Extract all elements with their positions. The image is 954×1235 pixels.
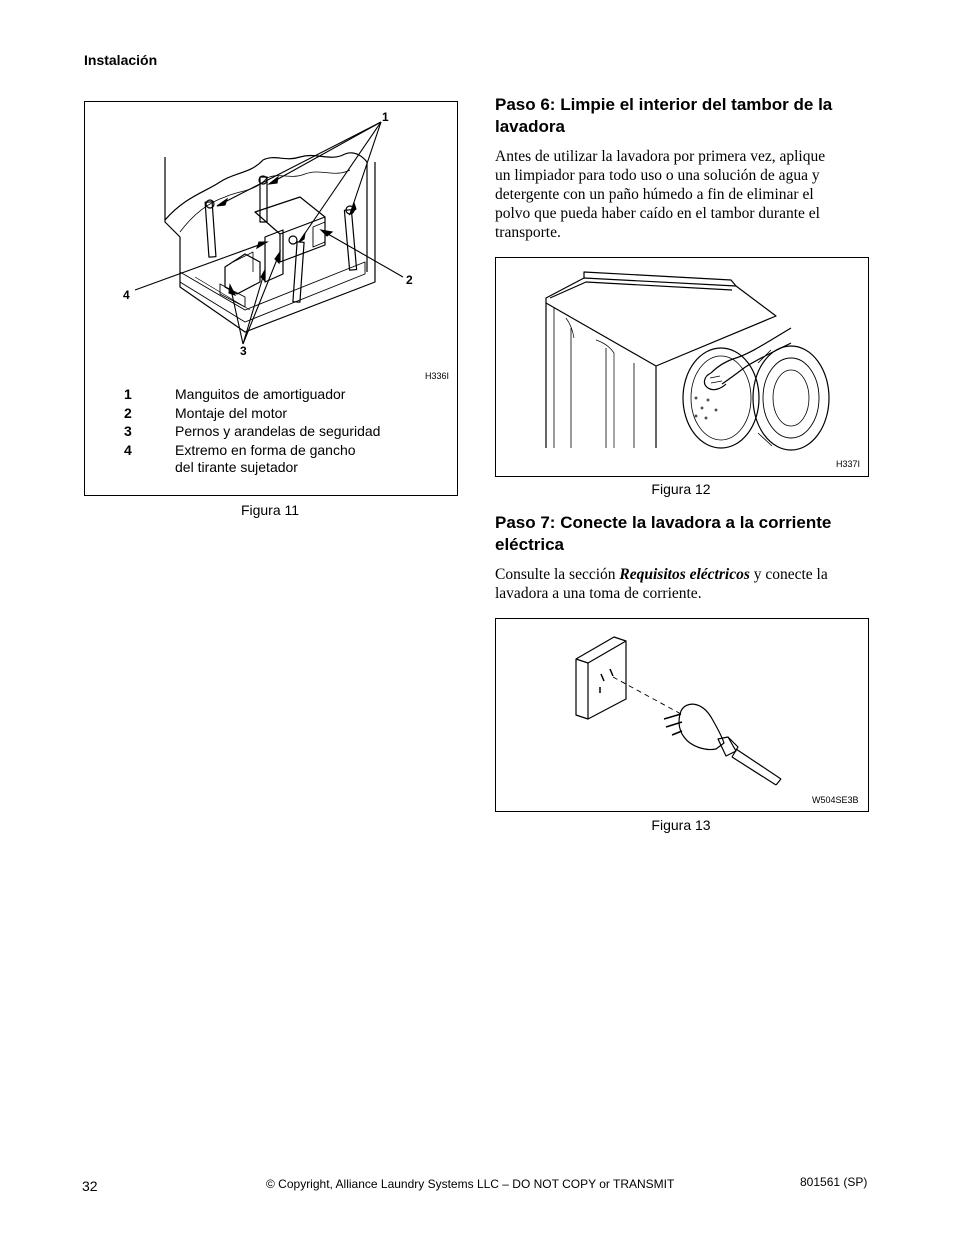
figure-13-code: W504SE3B: [812, 795, 859, 805]
step-6-line: Antes de utilizar la lavadora por primera vez, aplique: [495, 148, 826, 165]
step-6-line: un limpiador para todo uso o una solución de agua y: [495, 167, 820, 184]
step-6-title-line2: lavadora: [495, 117, 565, 136]
callout-4: 4: [123, 288, 130, 302]
legend-text: Montaje del motor: [175, 405, 288, 421]
figure-11-code: H336I: [425, 371, 450, 381]
callout-2: 2: [406, 273, 413, 287]
legend-number: 3: [124, 423, 132, 439]
figure-12-box: [495, 257, 869, 477]
step-7-text: Consulte la sección: [495, 566, 620, 583]
figure-12-caption: Figura 12: [651, 481, 711, 497]
step-7-line-2: lavadora a una toma de corriente.: [495, 585, 702, 602]
plug-and-outlet-illustration: [496, 619, 868, 811]
step-6-heading: [495, 94, 832, 138]
step-6-body: [495, 147, 825, 242]
legend-text-cont: del tirante sujetador: [175, 459, 298, 475]
step-7-line-1: [495, 565, 828, 584]
figure-13-box: [495, 618, 869, 812]
legend-text: Pernos y arandelas de seguridad: [175, 423, 381, 439]
step-6-line: detergente con un paño húmedo a fin de eliminar el: [495, 186, 814, 203]
electrical-requirements-reference: Requisitos eléctricos: [619, 566, 750, 583]
washer-cleaning-illustration: [496, 258, 868, 476]
legend-number: 1: [124, 386, 132, 402]
step-6-line: transporte.: [495, 224, 561, 241]
step-6-line: polvo que pueda haber caído en el tambor durante el: [495, 205, 820, 222]
figure-11-caption: Figura 11: [240, 502, 300, 518]
copyright-notice: © Copyright, Alliance Laundry Systems LLC – DO NOT COPY or TRANSMIT: [266, 1177, 675, 1191]
callout-1: 1: [382, 110, 389, 124]
document-number: 801561 (SP): [800, 1175, 868, 1189]
page-number: 32: [82, 1178, 98, 1194]
callout-3: 3: [240, 344, 247, 358]
step-7-body: [495, 565, 828, 603]
step-7-title-line2: eléctrica: [495, 535, 564, 554]
section-header: Instalación: [84, 52, 158, 68]
step-7-title-line1: Paso 7: Conecte la lavadora a la corriente: [495, 513, 832, 532]
step-7-text: y conecte la: [749, 566, 828, 583]
figure-11-box: [84, 101, 458, 496]
legend-text: Manguitos de amortiguador: [175, 386, 346, 402]
legend-number: 2: [124, 405, 132, 421]
suspension-illustration: [85, 102, 457, 382]
legend-text: Extremo en forma de gancho: [175, 442, 356, 458]
legend-number: 4: [124, 442, 132, 458]
step-6-title-line1: Paso 6: Limpie el interior del tambor de la: [495, 95, 833, 114]
figure-13-caption: Figura 13: [651, 817, 711, 833]
step-7-heading: [495, 512, 831, 556]
figure-12-code: H337I: [836, 459, 861, 469]
